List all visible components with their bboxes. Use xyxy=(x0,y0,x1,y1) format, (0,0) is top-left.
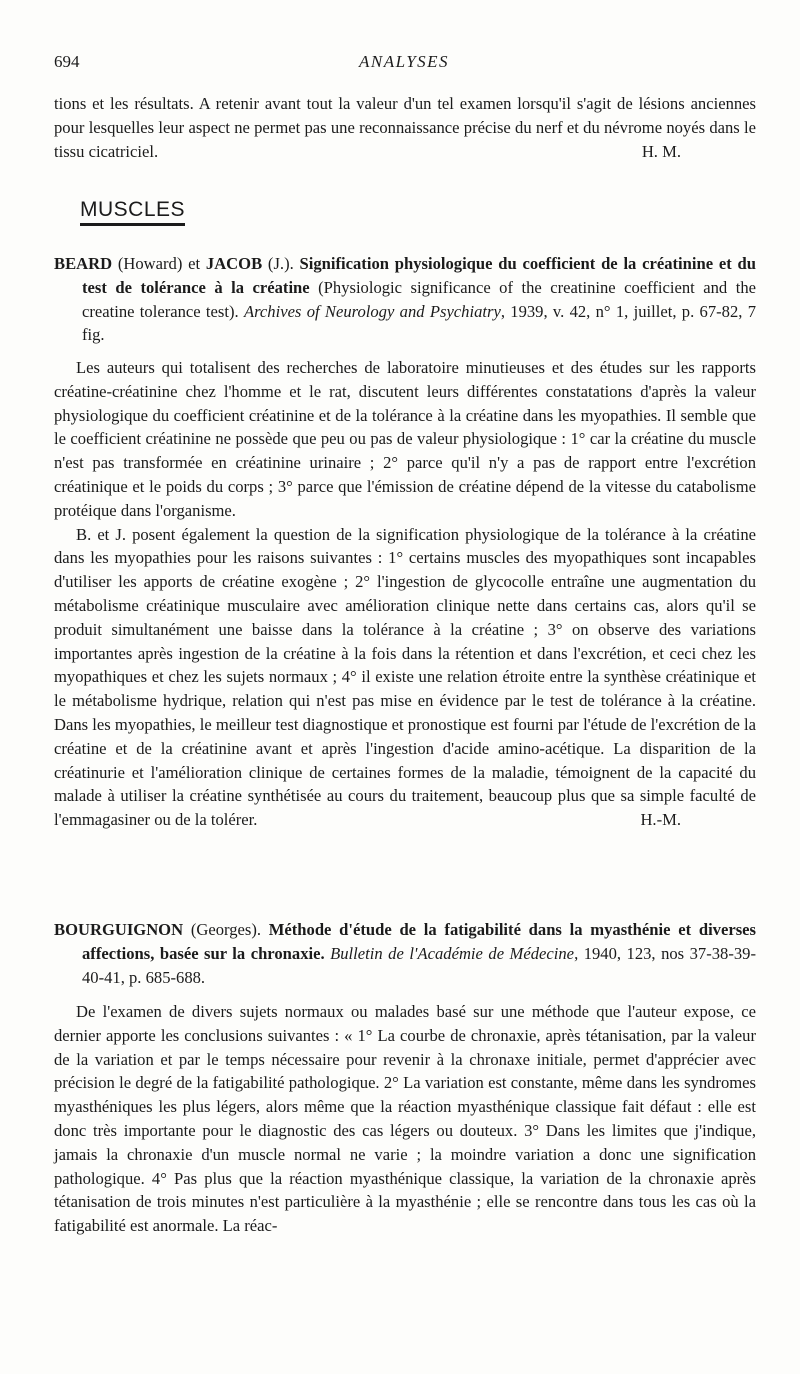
article-1-citation: , 1939, v. 42, n° 1, juillet, p. 67-82, 7 fig. xyxy=(82,301,757,345)
article-1-title-english: (Physiologic significance of the creatinine coefficient and the creatine tolerance test). xyxy=(82,277,756,321)
continuation-signature: H. M. xyxy=(641,141,681,161)
article-1-journal: Archives of Neurology and Psychiatry xyxy=(243,301,501,321)
article-2-author-detail: (Georges). xyxy=(183,920,269,939)
article-2-title: Méthode d'étude de la fatigabilité dans la myasthénie et diverses affections, basée sur la chronaxie. xyxy=(82,920,756,963)
page-header xyxy=(54,52,754,76)
article-2-paragraph-1: De l'examen de divers sujets normaux ou malades basé sur une méthode que l'auteur expose, ce dernier apporte les conclusions suivantes : « 1° La courbe de chronaxie, après tétanisation, par la valeur de la variation et par le temps nécessaire pour revenir à la chronaxe initiale, permet d'apprécier avec précision le degré de la fatigabilité pathologique. 2° La variation est constante, même dans les syndromes myasthéniques les plus légers, alors même que la réaction myasthénique classique fait défaut : elle est donc très importante pour le diagnostic des cas légers ou douteux. 3° Dans les limites que j'indique, jamais la chronaxie d'un muscle normal ne varie ; la moindre variation a donc une signification pathologique. 4° Pas plus que la réaction myasthénique classique, la variation de la chronaxie après tétanisation de trois minutes n'est particulière à la myasthénie ; elle se rencontre dans tous les cas où la fatigabilité est anormale. La réac- xyxy=(54,1002,756,1236)
continuation-paragraph xyxy=(54,92,756,163)
page-number: 694 xyxy=(54,52,80,71)
article-1-title: Signification physiologique du coefficient de la créatinine et du test de tolérance à la créatine xyxy=(82,254,756,297)
article-1-author: BEARD xyxy=(54,254,113,273)
article-2-reference xyxy=(54,918,756,989)
article-2-citation: , 1940, 123, nos 37-38-39-40-41, p. 685-688. xyxy=(82,943,756,987)
running-head: ANALYSES xyxy=(358,52,450,71)
article-1-body xyxy=(54,356,756,832)
article-1-signature: H.-M. xyxy=(640,810,681,830)
article-1-coauthor-detail: (J.). xyxy=(262,254,300,273)
continuation-text: tions et les résultats. A retenir avant tout la valeur d'un tel examen lorsqu'il s'agit de lésions anciennes pour lesquelles leur aspect ne permet pas une reconnaissance précise du nerf et du névrome noyés dans le tissu cicatriciel. xyxy=(54,94,756,161)
article-2-journal: Bulletin de l'Académie de Médecine xyxy=(330,943,575,963)
article-1-reference xyxy=(54,252,756,347)
article-1-author-detail: (Howard) et xyxy=(112,254,206,273)
article-2-body xyxy=(54,1000,756,1238)
article-2-author: BOURGUIGNON xyxy=(54,920,184,939)
article-1-coauthor: JACOB xyxy=(205,254,263,273)
article-1-paragraph-2-text: B. et J. posent également la question de la signification physiologique de la tolérance à la créatine dans les myopathies pour les raisons suivantes : 1° certains muscles des myopathiques sont incapables d'utiliser les apports de créatine exogène ; 2° l'ingestion de glycocolle entraîne une augmentation du métabolisme créatinique musculaire avec amélioration clinique nette dans certains cas, alors qu'il se produit simultanément une baisse dans la tolérance à la créatine ; 3° on observe des variations importantes après ingestion de la créatine à la fois dans la rétention et dans l'excrétion, et ceci chez les myopathiques et chez les sujets normaux ; 4° il existe une relation étroite entre la synthèse créatinique et le métabolisme hydrique, relation qui n'est pas mise en évidence par le test de tolérance à la créatine. Dans les myopathies, le meilleur test diagnostique et pronostique est fourni par l'étude de l'excrétion de la créatine et de la créatinine avant et après l'ingestion d'acide amino-acétique. La disparition de la créatinurie et l'amélioration clinique de certaines formes de la maladie, témoignent de la capacité du malade à utiliser la créatine synthétisée au cours du traitement, beaucoup plus que sa simple faculté de l'emmagasiner ou de la tolérer. xyxy=(54,524,756,830)
article-1-paragraph-1: Les auteurs qui totalisent des recherches de laboratoire minutieuses et des études sur les rapports créatine-créatinine chez l'homme et le rat, discutent leurs différentes constatations d'après la valeur physiologique du coefficient créatinine et de la tolérance à la créatine dans les myopathies. Il semble que le coefficient créatinine ne possède que peu ou pas de valeur physiologique : 1° car la créatine du muscle n'est pas transformée en créatinine urinaire ; 2° parce qu'il n'y a pas de rapport entre l'excrétion créatinique et le poids du corps ; 3° parce que l'émission de créatine dépend de la vitesse du catabolisme protéique dans l'organisme. xyxy=(54,358,756,520)
article-1-paragraph-2 xyxy=(54,523,756,832)
section-title: MUSCLES xyxy=(80,198,185,226)
